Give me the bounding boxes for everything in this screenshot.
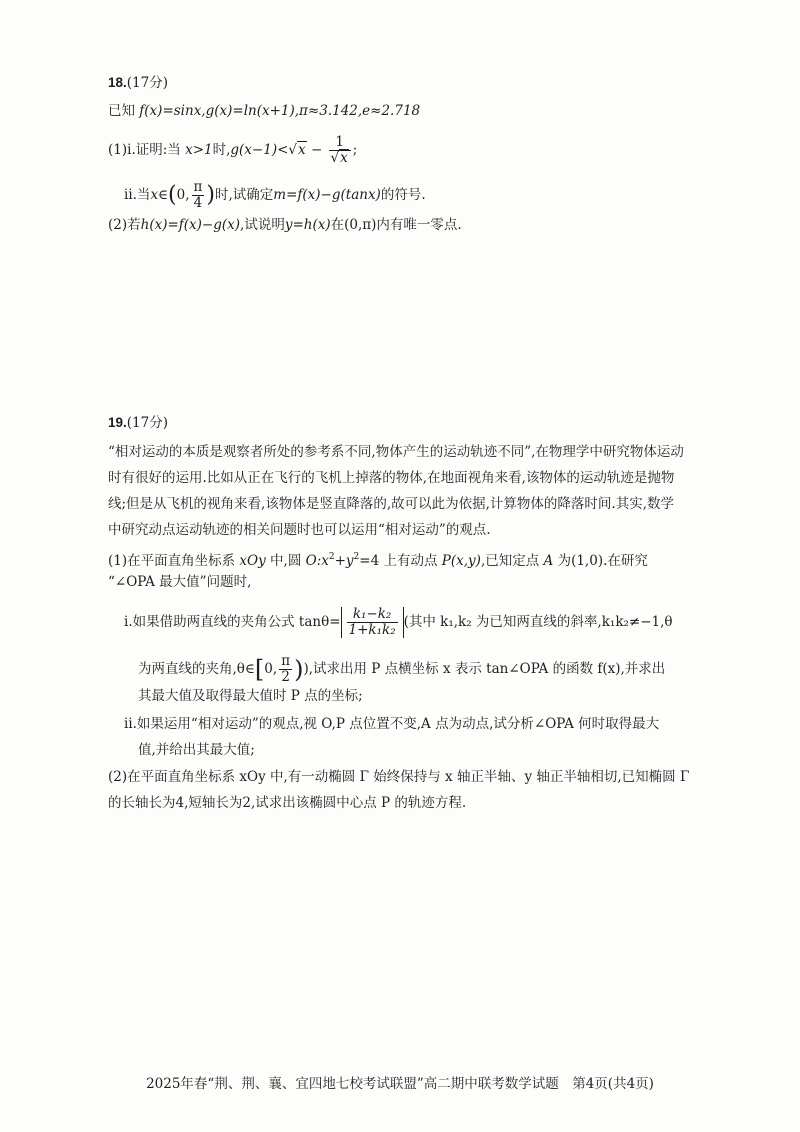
q19-part1-line2: “∠OPA 最大值”问题时, xyxy=(108,574,252,590)
q19-part2-line1: (2)在平面直角坐标系 xOy 中,有一动椭圆 Γ 始终保持与 x 轴正半轴、y 轴正半轴相切,已知椭圆 Γ xyxy=(108,769,690,785)
q18-given: 已知 f(x)=sinx,g(x)=ln(x+1),π≈3.142,e≈2.718 xyxy=(108,103,421,119)
q19-part1-i-line2: 为两直线的夹角,θ∈[0, $\frac{\pi}{2}$ )),试求出用 P 点横坐标 x 表示 tan∠OPA 的函数 f(x),并求出 xyxy=(138,653,666,685)
q18-part1-ii: ⅱ.当x∈(0, $\frac{\pi}{4}$ )时,试确定m=f(x)−g(tanx)的符号. xyxy=(124,179,426,211)
q19-part1-i-line1: ⅰ.如果借助两直线的夹角公式 tanθ= $\frac{\text{k₁−k₂}}{\text{1+k₁k₂}}$ (其中 k₁,k₂ 为已知两直线的斜率,k₁k₂≠−1,θ xyxy=(124,606,673,638)
q18-points: (17分) xyxy=(126,75,168,91)
q19-intro-line: 线;但是从飞机的视角来看,该物体是竖直降落的,故可以此为依据,计算物体的降落时间.其实,数学 xyxy=(108,496,675,512)
q19-number: 19. xyxy=(108,415,127,430)
q19-part1-line1: (1)在平面直角坐标系 xOy 中,圆 $O:x^2+y^2=4$ 上有动点 P(x,y),已知定点 A 为(1,0).在研究 xyxy=(108,552,648,569)
q19-intro-line: “相对运动的本质是观察者所处的参考系不同,物体产生的运动轨迹不同”,在物理学中研究物体运动 xyxy=(108,444,684,460)
q19-part2-line2: 的长轴长为4,短轴长为2,试求出该椭圆中心点 P 的轨迹方程. xyxy=(108,795,467,811)
q18-part2: (2)若h(x)=f(x)−g(x),试说明y=h(x)在(0,π)内有唯一零点. xyxy=(108,217,462,233)
q18-part1-i: (1)ⅰ.证明:当 x>1时,g(x−1)<√x − $\frac{1}{√x}$ ; xyxy=(108,134,358,166)
q19-part1-ii-line1: ⅱ.如果运用“相对运动”的观点,视 O,P 点位置不变,A 点为动点,试分析∠OPA 何时取得最大 xyxy=(124,716,660,732)
q19-intro-line: 中研究动点运动轨迹的相关问题时也可以运用“相对运动”的观点. xyxy=(108,522,491,538)
q18-header xyxy=(108,73,168,93)
q19-intro-line: 时有很好的运用.比如从正在飞行的飞机上掉落的物体,在地面视角来看,该物体的运动轨迹是抛物 xyxy=(108,470,675,486)
q19-points: (17分) xyxy=(126,415,168,431)
q19-part1-ii-line2: 值,并给出其最大值; xyxy=(138,742,255,758)
q18-fraction: $\frac{1}{√x}$ xyxy=(329,135,351,166)
page-footer: 2025年春“荆、荆、襄、宜四地七校考试联盟”高二期中联考数学试题 第4页(共4页) xyxy=(146,1076,654,1092)
q19-header xyxy=(108,413,168,433)
q19-part1-i-line3: 其最大值及取得最大值时 P 点的坐标; xyxy=(138,688,363,704)
q18-number: 18. xyxy=(108,75,127,90)
